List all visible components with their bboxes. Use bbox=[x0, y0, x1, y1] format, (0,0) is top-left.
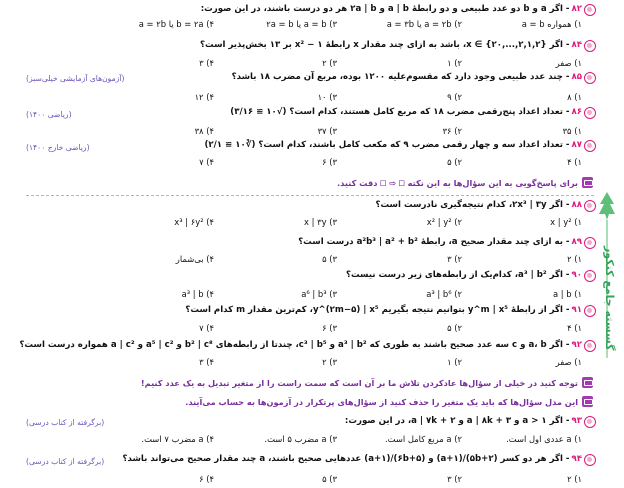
option-1[interactable]: ۱) a عددی اول است. bbox=[506, 434, 582, 444]
question-text: تعداد اعداد سه و چهار رقمی مضرب ۹ که مکعب کامل باشند، کدام است؟ (∛۱۰ ≅ ۲/۱) bbox=[204, 140, 563, 150]
option-1[interactable]: ۱) x | y² bbox=[550, 217, 582, 227]
question-84: ۸۴- اگر x ∈ {۲۰,...,۲,۱,۲}، باشد به ازای چند مقدار x رابطهٔ ۱ − x² بر ۱۳ بخش‌پذیر است؟ bbox=[199, 40, 582, 50]
option-2[interactable]: ۲) ۳۶ bbox=[442, 126, 462, 136]
question-text: اگر ۲x³ | ۳y، کدام نتیجه‌گیری نادرست است؟ bbox=[375, 200, 563, 210]
question-92: ۹۲- اگر a، b و c سه عدد صحیح باشند به طوری که a³ | b² و c³ | b⁵، چند‌تا از رابطه‌های b² | c⁸ و a⁵ | c² و a | c² همواره درست است؟ bbox=[19, 340, 582, 350]
question-source: (ریاضی ۱۴۰۰) bbox=[26, 110, 72, 119]
question-marker-icon bbox=[584, 270, 596, 282]
option-4[interactable]: ۴) ۳۸ bbox=[194, 126, 214, 136]
divider bbox=[26, 195, 594, 196]
question-marker-icon bbox=[584, 107, 596, 119]
tip-note-2: توجه کنید در خیلی از سؤال‌ها عادکردن تلاش ما بر آن است که سمت راست را از متغیر تبدیل به یک عدد کنیم! bbox=[140, 378, 578, 388]
options-90 bbox=[112, 289, 582, 301]
option-1[interactable]: ۱) همواره a = b bbox=[521, 19, 582, 29]
tip-icon bbox=[582, 177, 593, 188]
option-1[interactable]: ۱) صفر bbox=[555, 58, 582, 68]
option-2[interactable]: ۲) x² | y² bbox=[426, 217, 462, 227]
question-text: چند عدد طبیعی وجود دارد که مقسوم‌علیه ۱۲۰۰ بوده، مربع آن مضرب ۱۸ باشد؟ bbox=[231, 72, 563, 82]
option-4[interactable]: ۴) x³ | ۶y² bbox=[174, 217, 214, 227]
option-4[interactable]: ۴) ۱۲ bbox=[194, 92, 214, 102]
options-82 bbox=[112, 19, 582, 31]
option-2[interactable]: ۲) ۹ bbox=[447, 92, 462, 102]
option-4[interactable]: ۴) b = ۲a یا a = ۲b bbox=[138, 19, 214, 29]
question-source: (برگرفته از کتاب درسی) bbox=[26, 418, 105, 427]
tip-note-1: برای پاسخ‌گویی به این سؤال‌ها به این نکته 🗆 ⇨ 🗆 دقت کنید. bbox=[337, 178, 578, 188]
option-3[interactable]: ۳) a مضرب ۵ است. bbox=[264, 434, 337, 444]
question-number: ۸۹ bbox=[571, 237, 582, 247]
option-1[interactable]: ۱) ۴ bbox=[567, 323, 582, 333]
question-marker-icon bbox=[584, 305, 596, 317]
option-3[interactable]: ۳) ۶ bbox=[322, 157, 337, 167]
question-marker-icon bbox=[584, 4, 596, 16]
question-91: ۹۱- اگر از رابطهٔ y^m | x⁵ بتوانیم نتیجه بگیریم y^(۲m−۵) | x⁵، کم‌ترین مقدار m کدام است؟ bbox=[185, 305, 582, 315]
question-marker-icon bbox=[584, 340, 596, 352]
option-2[interactable]: ۲) ۳ bbox=[447, 474, 462, 484]
question-text: اگر a > ۱ و a | ۸k + ۳ و a | ۷k + ۲، در این صورت: bbox=[344, 416, 563, 426]
option-2[interactable]: ۲) a³ | b⁶ bbox=[426, 289, 462, 299]
option-3[interactable]: ۳) ۱۰ bbox=[317, 92, 337, 102]
tip-icon bbox=[582, 377, 593, 388]
options-89 bbox=[112, 254, 582, 266]
option-3[interactable]: ۳) ۶ bbox=[322, 323, 337, 333]
question-text: اگر a³ | b²، کدام‌یک از رابطه‌های زیر درست نیست؟ bbox=[345, 270, 563, 280]
question-marker-icon bbox=[584, 200, 596, 212]
question-marker-icon bbox=[584, 454, 596, 466]
option-1[interactable]: ۱) ۳۵ bbox=[562, 126, 582, 136]
option-4[interactable]: ۴) ۶ bbox=[199, 474, 214, 484]
option-4[interactable]: ۴) a مضرب ۷ است. bbox=[141, 434, 214, 444]
question-marker-icon bbox=[584, 416, 596, 428]
tip-icon bbox=[582, 396, 593, 407]
option-4[interactable]: ۴) ۷ bbox=[199, 323, 214, 333]
question-number: ۸۸ bbox=[571, 200, 582, 210]
option-3[interactable]: ۳) ۵ bbox=[322, 254, 337, 264]
question-number: ۸۷ bbox=[571, 140, 582, 150]
question-number: ۸۲ bbox=[571, 4, 582, 14]
option-2[interactable]: ۲) ۵ bbox=[447, 323, 462, 333]
question-number: ۸۵ bbox=[571, 72, 582, 82]
options-86 bbox=[112, 126, 582, 138]
option-2[interactable]: ۲) ۵ bbox=[447, 157, 462, 167]
option-3[interactable]: ۳) ۲ bbox=[322, 58, 337, 68]
question-number: ۹۰ bbox=[571, 270, 582, 280]
options-85 bbox=[112, 92, 582, 104]
option-3[interactable]: ۳) ۵ bbox=[322, 474, 337, 484]
options-92 bbox=[112, 357, 582, 369]
question-text: اگر از رابطهٔ y^m | x⁵ بتوانیم نتیجه بگیریم y^(۲m−۵) | x⁵، کم‌ترین مقدار m کدام است؟ bbox=[185, 305, 563, 315]
question-text: اگر x ∈ {۲۰,...,۲,۱,۲}، باشد به ازای چند مقدار x رابطهٔ ۱ − x² بر ۱۳ بخش‌پذیر است؟ bbox=[199, 40, 563, 50]
question-marker-icon bbox=[584, 237, 596, 249]
option-2[interactable]: ۲) a = ۲b یا a = ۳b bbox=[386, 19, 462, 29]
option-1[interactable]: ۱) صفر bbox=[555, 357, 582, 367]
options-88 bbox=[112, 217, 582, 229]
option-1[interactable]: ۱) ۲ bbox=[567, 474, 582, 484]
options-84 bbox=[112, 58, 582, 70]
question-number: ۹۴ bbox=[571, 454, 582, 464]
option-3[interactable]: ۳) ۳۷ bbox=[317, 126, 337, 136]
question-87: ۸۷- تعداد اعداد سه و چهار رقمی مضرب ۹ که مکعب کامل باشند، کدام است؟ (∛۱۰ ≅ ۲/۱) bbox=[204, 140, 582, 150]
option-4[interactable]: ۴) ۷ bbox=[199, 157, 214, 167]
option-2[interactable]: ۲) ۱ bbox=[447, 357, 462, 367]
question-marker-icon bbox=[584, 40, 596, 52]
option-4[interactable]: ۴) a³ | b bbox=[181, 289, 214, 299]
chapter-label: گسسته جامع کنکور bbox=[603, 245, 616, 350]
question-85: ۸۵- چند عدد طبیعی وجود دارد که مقسوم‌علیه ۱۲۰۰ بوده، مربع آن مضرب ۱۸ باشد؟ bbox=[231, 72, 582, 82]
option-2[interactable]: ۲) a مربع کامل است. bbox=[384, 434, 462, 444]
question-text: اگر a و b دو عدد طبیعی و دو رابطهٔ a | b و ۲a | b هر دو درست باشند، در این صورت: bbox=[200, 4, 563, 14]
question-number: ۹۳ bbox=[571, 416, 582, 426]
question-text: اگر هر دو کسر (۵b+۲)/(a+۱) و (۶b+۵)/(a+۱) عددهایی صحیح باشند، a چند مقدار صحیح می‌تواند باشد؟ bbox=[122, 454, 563, 464]
option-3[interactable]: ۳) x | ۳y bbox=[304, 217, 337, 227]
options-87 bbox=[112, 157, 582, 169]
question-text: تعداد اعداد پنج‌رقمی مضرب ۱۸ که مربع کامل هستند، کدام است؟ (√۱۰ ≅ ۳/۱۶) bbox=[230, 107, 563, 117]
question-marker-icon bbox=[584, 72, 596, 84]
question-text: به ازای چند مقدار صحیح a، رابطهٔ a²b³ | a² + b² درست است؟ bbox=[298, 237, 563, 247]
question-number: ۹۱ bbox=[571, 305, 582, 315]
question-source: (ریاضی خارج ۱۴۰۰) bbox=[26, 143, 90, 152]
option-1[interactable]: ۱) ۲ bbox=[567, 254, 582, 264]
options-91 bbox=[112, 323, 582, 335]
question-89: ۸۹- به ازای چند مقدار صحیح a، رابطهٔ a²b³ | a² + b² درست است؟ bbox=[298, 237, 582, 247]
question-number: ۸۴ bbox=[571, 40, 582, 50]
option-3[interactable]: ۳) a⁶ | b³ bbox=[301, 289, 337, 299]
question-88: ۸۸- اگر ۲x³ | ۳y، کدام نتیجه‌گیری نادرست است؟ bbox=[375, 200, 582, 210]
question-86: ۸۶- تعداد اعداد پنج‌رقمی مضرب ۱۸ که مربع کامل هستند، کدام است؟ (√۱۰ ≅ ۳/۱۶) bbox=[230, 107, 582, 117]
question-90: ۹۰- اگر a³ | b²، کدام‌یک از رابطه‌های زیر درست نیست؟ bbox=[345, 270, 582, 280]
question-marker-icon bbox=[584, 140, 596, 152]
option-4[interactable]: ۴) ۳ bbox=[199, 357, 214, 367]
option-1[interactable]: ۱) ۸ bbox=[567, 92, 582, 102]
options-94 bbox=[112, 474, 582, 486]
question-94: ۹۴- اگر هر دو کسر (۵b+۲)/(a+۱) و (۶b+۵)/(a+۱) عددهایی صحیح باشند، a چند مقدار صحیح می‌تواند باشد؟ bbox=[122, 454, 582, 464]
question-source: (آزمون‌های آزمایشی خیلی‌سبز) bbox=[26, 74, 125, 83]
question-text: اگر a، b و c سه عدد صحیح باشند به طوری که a³ | b² و c³ | b⁵، چند‌تا از رابطه‌های b² | c⁸ و a⁵ | c² و a | c² همواره درست است؟ bbox=[19, 340, 563, 350]
tip-note-3: این مدل سؤال‌ها که باید یک متغیر را حذف کنید از سؤال‌های پرتکرار در آزمون‌ها به حساب می‌آیند. bbox=[185, 397, 578, 407]
question-93: ۹۳- اگر a > ۱ و a | ۸k + ۳ و a | ۷k + ۲، در این صورت: bbox=[344, 416, 582, 426]
option-1[interactable]: ۱) a | b bbox=[552, 289, 582, 299]
option-3[interactable]: ۳) ۲ bbox=[322, 357, 337, 367]
option-2[interactable]: ۲) ۳ bbox=[447, 254, 462, 264]
option-4[interactable]: ۴) ۳ bbox=[199, 58, 214, 68]
option-3[interactable]: ۳) a = b یا ۲a = b bbox=[266, 19, 337, 29]
option-1[interactable]: ۱) ۴ bbox=[567, 157, 582, 167]
option-4[interactable]: ۴) بی‌شمار bbox=[175, 254, 214, 264]
options-93 bbox=[112, 434, 582, 446]
option-2[interactable]: ۲) ۱ bbox=[447, 58, 462, 68]
question-number: ۸۶ bbox=[571, 107, 582, 117]
question-number: ۹۲ bbox=[571, 340, 582, 350]
question-source: (برگرفته از کتاب درسی) bbox=[26, 457, 105, 466]
question-82: ۸۲- اگر a و b دو عدد طبیعی و دو رابطهٔ a | b و ۲a | b هر دو درست باشند، در این صورت: bbox=[200, 4, 582, 14]
